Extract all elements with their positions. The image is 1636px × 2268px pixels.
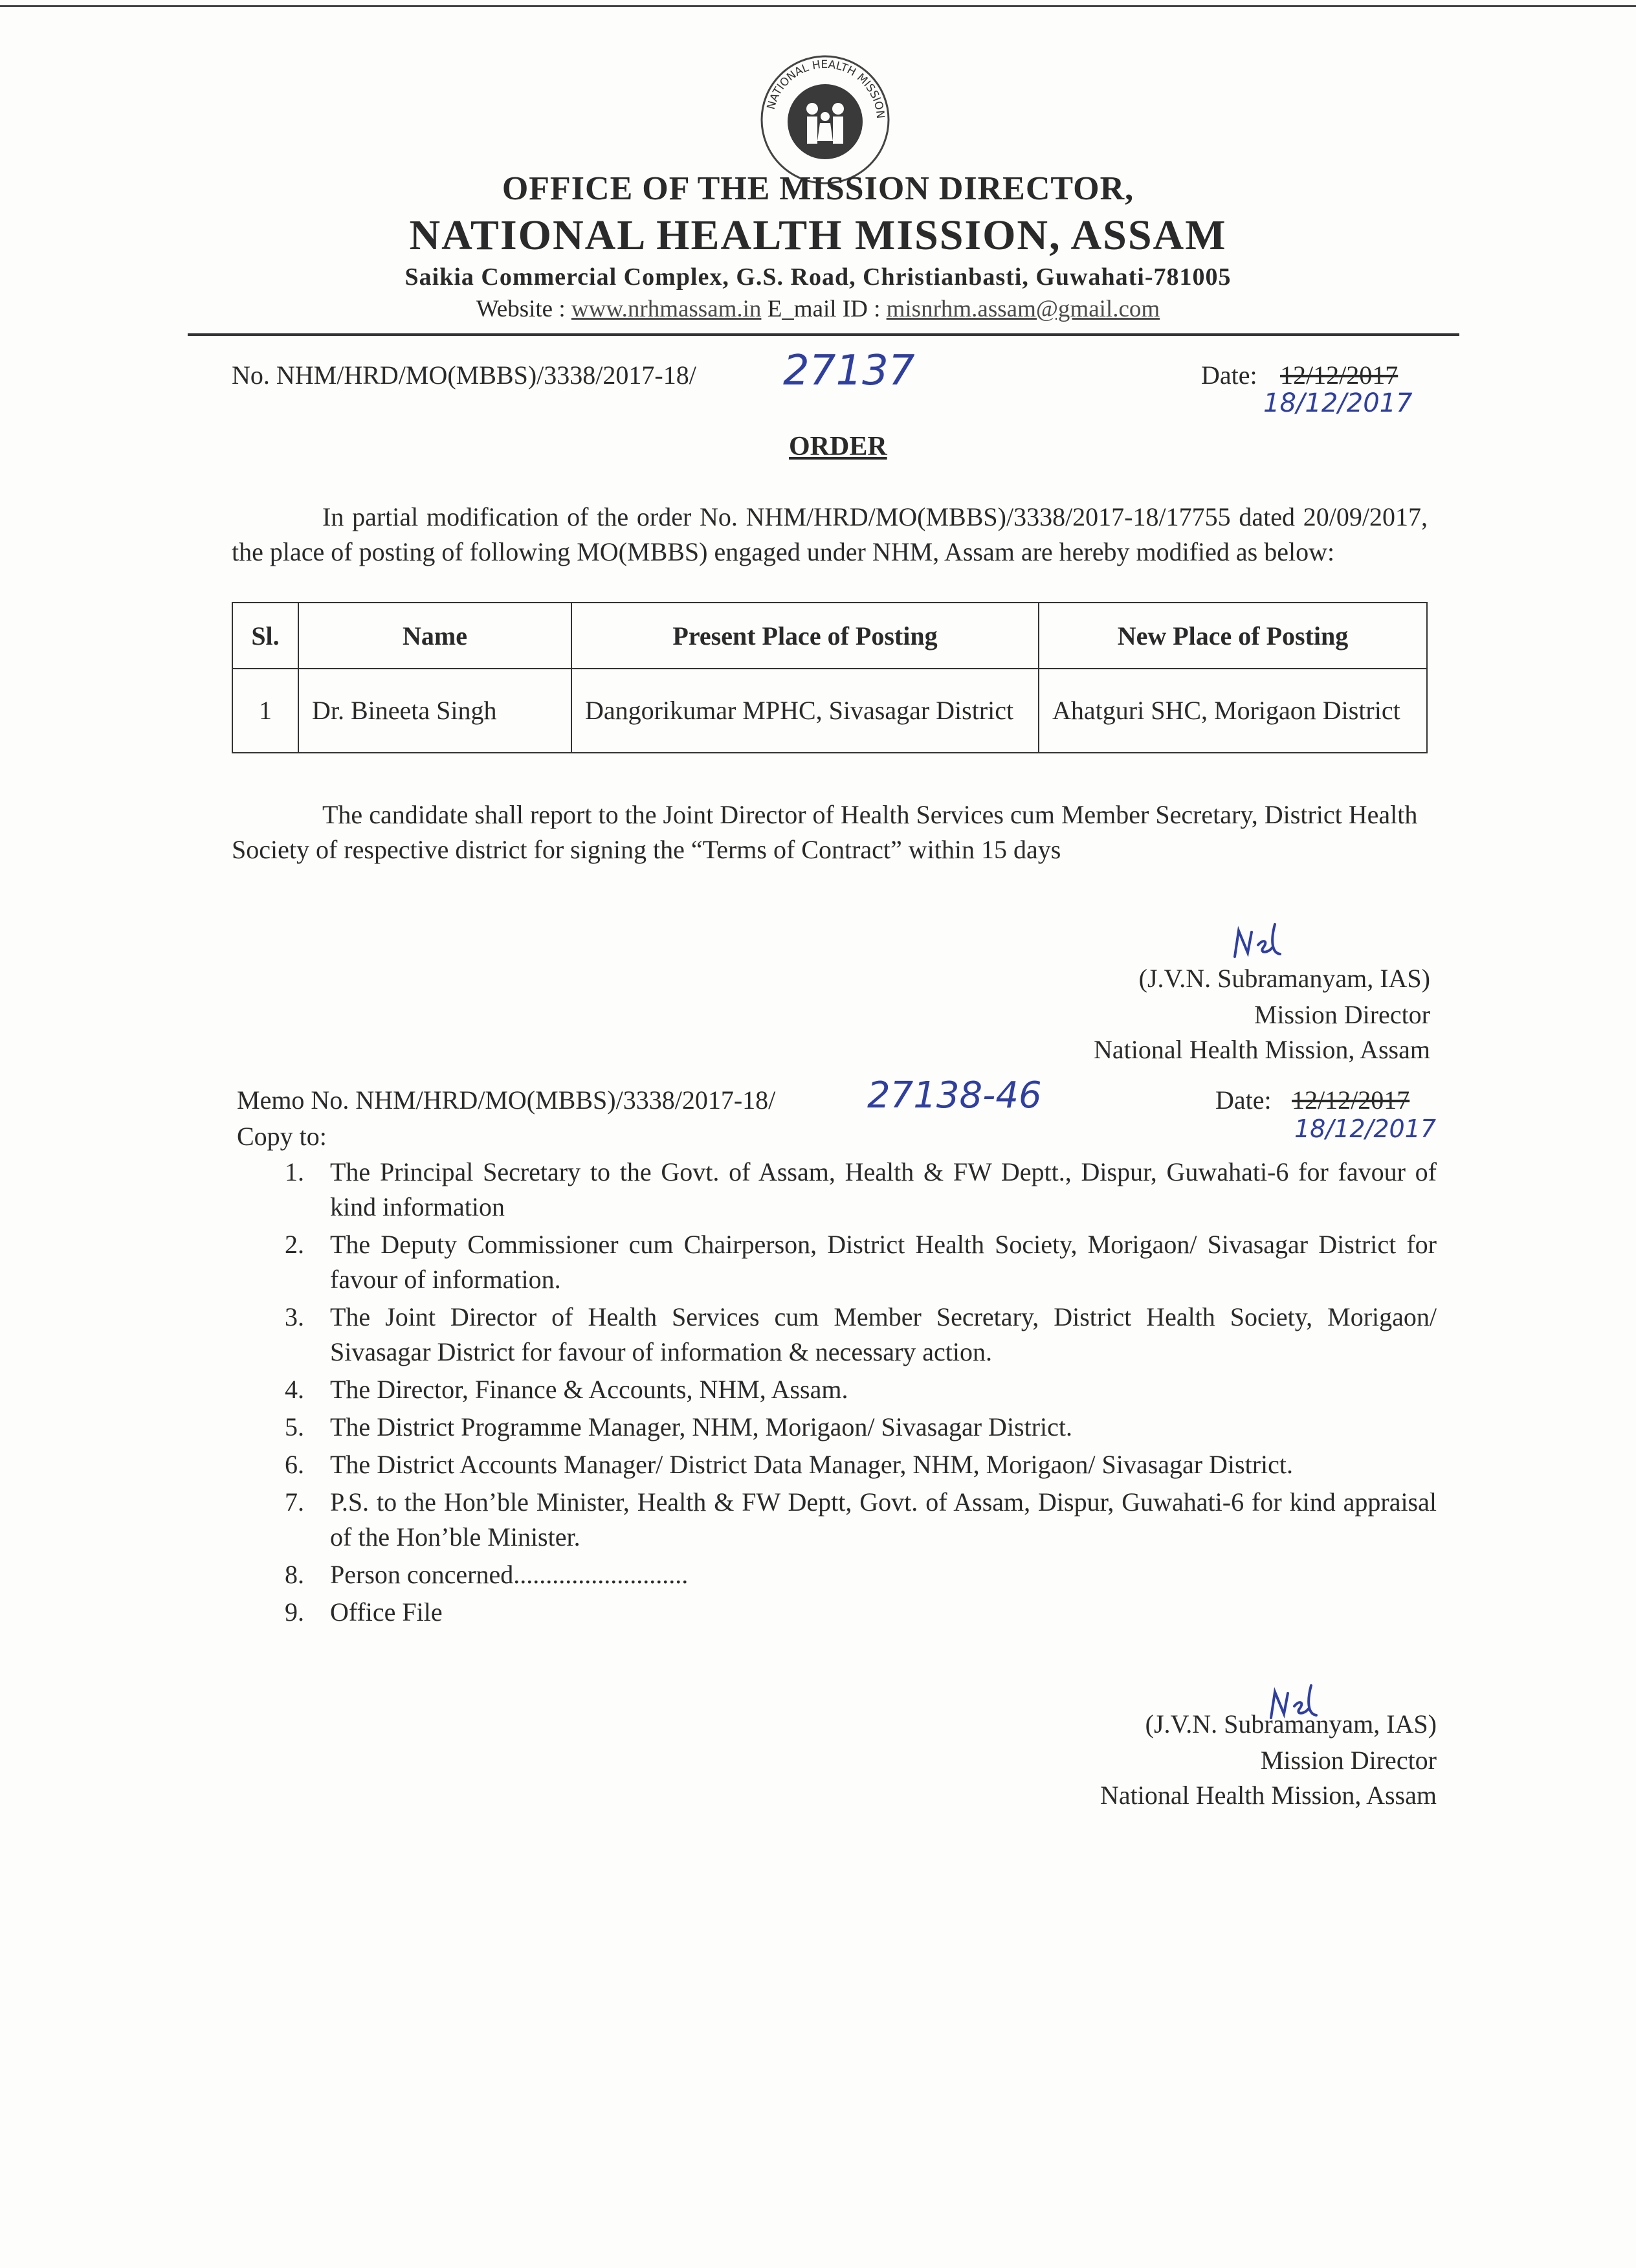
list-item: 2. The Deputy Commissioner cum Chairperson, District Health Society, Morigaon/ Sivasagar District for favour of information. [285, 1230, 1437, 1294]
website-link[interactable]: www.nrhmassam.in [571, 296, 762, 322]
cell-present-posting: Dangorikumar MPHC, Sivasagar District [571, 669, 1039, 753]
letterhead-divider [188, 333, 1459, 336]
instruction-paragraph: The candidate shall report to the Joint Director of Health Services cum Member Secretary, District Health Society of respective district for signing the “Terms of Contract” within 15 days [232, 800, 1418, 864]
cell-sl: 1 [232, 669, 298, 753]
email-link[interactable]: misnrhm.assam@gmail.com [886, 296, 1160, 322]
list-item: 8. Person concerned........................... [285, 1560, 689, 1589]
posting-table [232, 602, 1428, 753]
header-name: Name [298, 603, 571, 669]
nhm-logo [757, 52, 893, 188]
copy-to-list [285, 1155, 1437, 1632]
date-label: Date: [1201, 361, 1257, 390]
list-item: 5. The District Programme Manager, NHM, Morigaon/ Sivasagar District. [285, 1412, 1073, 1441]
contact-line [0, 295, 1636, 323]
header-new-posting: New Place of Posting [1039, 603, 1427, 669]
list-item: 4. The Director, Finance & Accounts, NHM, Assam. [285, 1375, 848, 1404]
signatory-name-1: (J.V.N. Subramanyam, IAS) [1138, 964, 1430, 993]
signatory-organization-1: National Health Mission, Assam [1094, 1035, 1430, 1064]
signatory-title-2: Mission Director [1260, 1746, 1437, 1775]
signatory-title-1: Mission Director [1254, 1000, 1430, 1029]
list-item: 9. Office File [285, 1597, 443, 1627]
list-item: 7. P.S. to the Hon’ble Minister, Health & FW Deptt, Govt. of Assam, Dispur, Guwahati-6 for kind appraisal of the Hon’ble Minister. [285, 1487, 1437, 1551]
handwritten-reference-number: 27137 [783, 347, 915, 395]
handwritten-date: 18/12/2017 [1263, 388, 1413, 418]
office-address: Saikia Commercial Complex, G.S. Road, Christianbasti, Guwahati-781005 [404, 263, 1232, 291]
signatory-organization-2: National Health Mission, Assam [1100, 1781, 1437, 1810]
signatory-name-2: (J.V.N. Subramanyam, IAS) [1145, 1709, 1437, 1739]
list-item: 1. The Principal Secretary to the Govt. of Assam, Health & FW Deptt., Dispur, Guwahati-6 for favour of kind information [285, 1157, 1437, 1221]
memo-printed-date-struck: 12/12/2017 [1292, 1085, 1410, 1115]
order-title: ORDER [789, 432, 887, 461]
list-item: 3. The Joint Director of Health Services cum Member Secretary, District Health Society, Morigaon/ Sivasagar District for favour of information & necessary action. [285, 1302, 1437, 1366]
cell-name: Dr. Bineeta Singh [298, 669, 571, 753]
signature-mark-1 [1230, 919, 1307, 964]
office-heading: OFFICE OF THE MISSION DIRECTOR, [502, 170, 1134, 207]
order-paragraph: In partial modification of the order No. NHM/HRD/MO(MBBS)/3338/2017-18/17755 dated 20/09/2017, the place of posting of following MO(MBBS) engaged under NHM, Assam are hereby modified as below: [232, 502, 1428, 566]
top-edge-line [0, 5, 1636, 7]
reference-number: No. NHM/HRD/MO(MBBS)/3338/2017-18/ [232, 361, 696, 390]
memo-handwritten-date: 18/12/2017 [1294, 1115, 1437, 1143]
printed-date-struck: 12/12/2017 [1280, 361, 1398, 390]
email-label: E_mail ID : [761, 296, 887, 322]
table-header-row [232, 603, 1427, 669]
memo-date-label: Date: [1215, 1085, 1272, 1115]
website-label: Website : [476, 296, 571, 322]
copy-to-label: Copy to: [237, 1122, 327, 1151]
svg-text:NATIONAL HEALTH MISSION: NATIONAL HEALTH MISSION [764, 58, 887, 120]
list-item: 6. The District Accounts Manager/ District Data Manager, NHM, Morigaon/ Sivasagar District. [285, 1450, 1294, 1479]
memo-number: Memo No. NHM/HRD/MO(MBBS)/3338/2017-18/ [237, 1085, 776, 1115]
header-sl: Sl. [232, 603, 298, 669]
handwritten-memo-number: 27138-46 [867, 1074, 1042, 1117]
header-present-posting: Present Place of Posting [571, 603, 1039, 669]
cell-new-posting: Ahatguri SHC, Morigaon District [1039, 669, 1427, 753]
mission-heading: NATIONAL HEALTH MISSION, ASSAM [409, 212, 1227, 259]
table-row [232, 669, 1427, 753]
